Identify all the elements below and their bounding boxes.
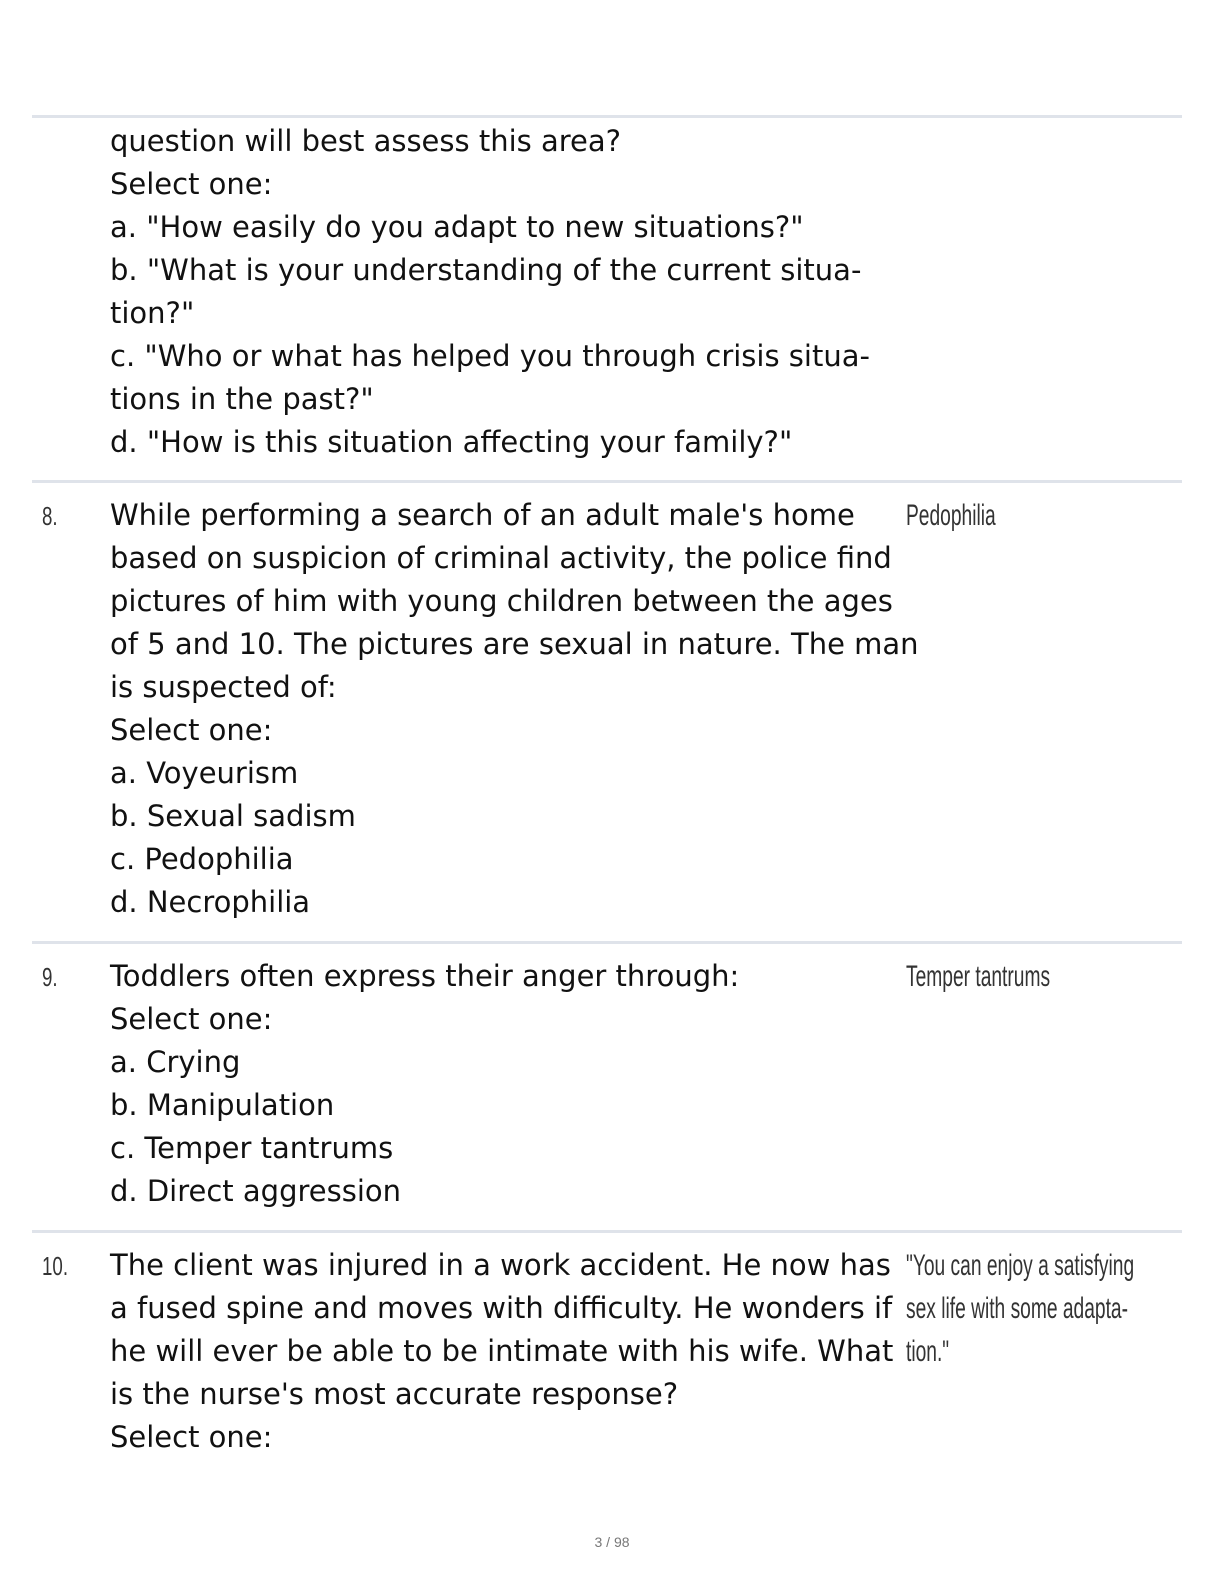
answer-text [906, 1244, 1175, 1373]
question-number: 10. [42, 1251, 69, 1281]
answer-line: sex life with some adapta- [906, 1292, 1128, 1325]
answer-text [906, 494, 1175, 537]
answer-line: tion." [906, 1335, 950, 1368]
question-line: he will ever be able to be intimate with his wife. What [110, 1334, 894, 1368]
select-one-label: Select one: [110, 1002, 273, 1036]
divider [32, 1230, 1182, 1233]
divider [32, 941, 1182, 944]
select-one-label: Select one: [110, 1420, 273, 1454]
select-one-label: Select one: [110, 167, 273, 201]
option-c: c. Temper tantrums [110, 1131, 394, 1165]
question-line: based on suspicion of criminal activity, the police find [110, 541, 892, 575]
question-line: Toddlers often express their anger through: [110, 959, 740, 993]
option-d: d. Necrophilia [110, 885, 311, 919]
option-a: a. Crying [110, 1045, 241, 1079]
question-number: 9. [42, 962, 58, 992]
option-a: a. "How easily do you adapt to new situations?" [110, 210, 804, 244]
question-line: While performing a search of an adult male's home [110, 498, 855, 532]
page-number: 3 / 98 [594, 1534, 630, 1550]
question-number: 8. [42, 501, 58, 531]
answer-line: Pedophilia [906, 499, 996, 532]
question-10-text [110, 1244, 900, 1459]
option-a: a. Voyeurism [110, 756, 299, 790]
option-b: b. Manipulation [110, 1088, 335, 1122]
question-line: of 5 and 10. The pictures are sexual in nature. The man [110, 627, 919, 661]
select-one-label: Select one: [110, 713, 273, 747]
answer-line: Temper tantrums [906, 960, 1051, 993]
question-9-text [110, 955, 900, 1213]
answer-text [906, 955, 1175, 998]
question-line: is suspected of: [110, 670, 337, 704]
answer-line: "You can enjoy a satisfying [906, 1249, 1135, 1282]
divider [32, 480, 1182, 483]
option-b: b. "What is your understanding of the current situa- [110, 253, 862, 287]
question-line: question will best assess this area? [110, 124, 622, 158]
option-c-continued: tions in the past?" [110, 382, 374, 416]
question-line: pictures of him with young children between the ages [110, 584, 893, 618]
question-line: is the nurse's most accurate response? [110, 1377, 679, 1411]
divider [32, 115, 1182, 118]
option-d: d. "How is this situation affecting your family?" [110, 425, 793, 459]
option-b: b. Sexual sadism [110, 799, 356, 833]
question-8-text [110, 494, 919, 924]
question-line: The client was injured in a work accident. He now has [110, 1248, 891, 1282]
option-b-continued: tion?" [110, 296, 195, 330]
question-line: a fused spine and moves with difficulty. He wonders if [110, 1291, 893, 1325]
option-d: d. Direct aggression [110, 1174, 402, 1208]
question-7-text [110, 120, 900, 464]
option-c: c. "Who or what has helped you through crisis situa- [110, 339, 870, 373]
option-c: c. Pedophilia [110, 842, 294, 876]
